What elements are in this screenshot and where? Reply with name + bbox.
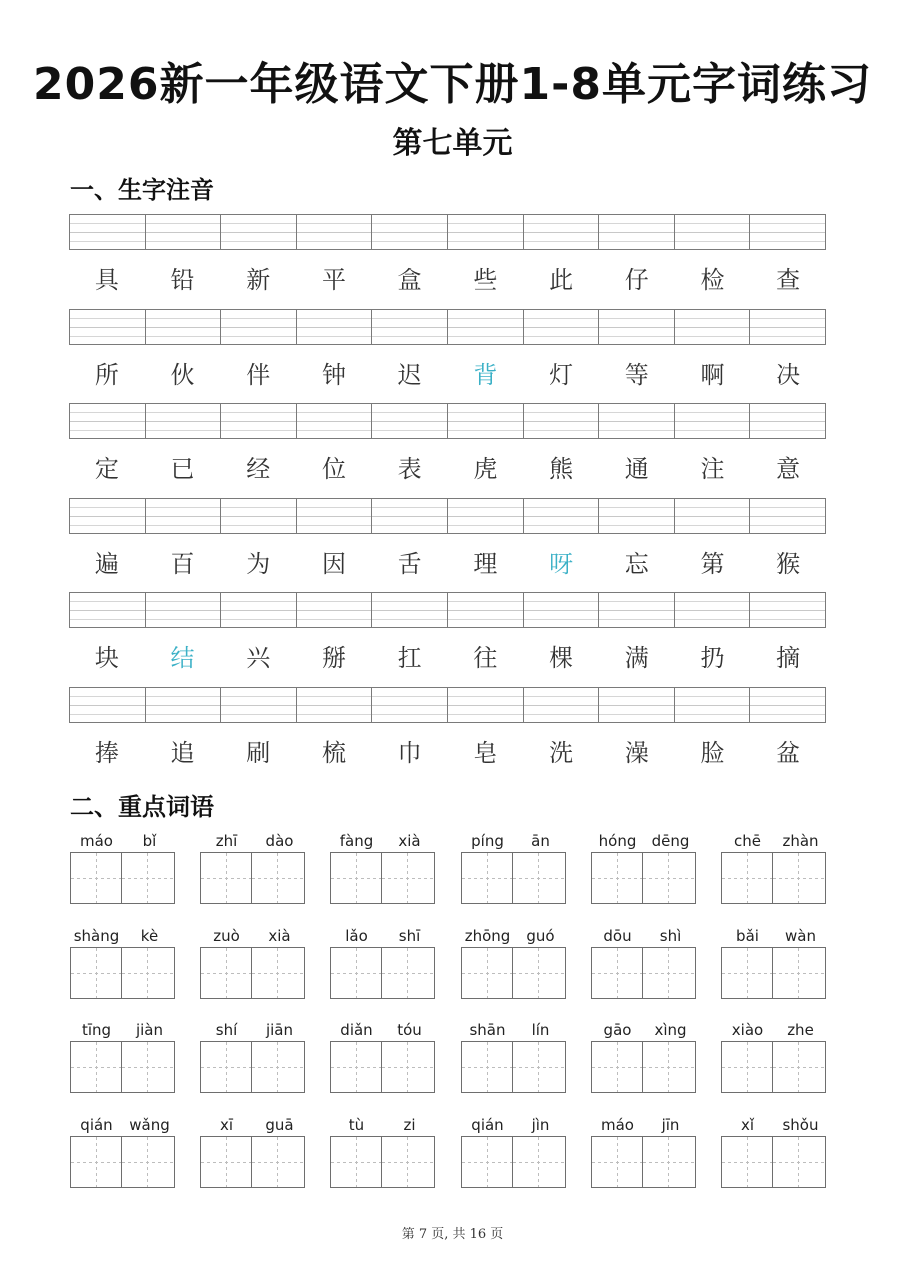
character: 扛: [397, 644, 422, 672]
pinyin-writing-cell[interactable]: [372, 593, 448, 627]
tianzige-writing-box[interactable]: [773, 1136, 826, 1188]
pinyin-syllable: tīng: [81, 1021, 112, 1039]
pinyin-syllable: jīn: [661, 1116, 680, 1134]
tianzige-writing-box[interactable]: [122, 1041, 175, 1093]
character: 结: [170, 644, 195, 672]
character: 脸: [700, 739, 725, 767]
character: 盆: [776, 739, 801, 767]
page-title: 2026新一年级语文下册1-8单元字词练习: [33, 59, 872, 110]
tianzige-writing-box[interactable]: [330, 1136, 382, 1188]
pinyin-writing-cell[interactable]: [221, 593, 297, 627]
character: 扔: [700, 644, 725, 672]
pinyin-syllable: guó: [526, 927, 555, 945]
character: 满: [624, 644, 649, 672]
character: 盒: [397, 266, 422, 294]
character: 灯: [549, 361, 574, 389]
character: 摘: [776, 644, 801, 672]
word-item: [721, 925, 827, 1025]
section-heading-words: 二、重点词语: [70, 793, 214, 821]
character: 刷: [246, 739, 271, 767]
pinyin-syllable: shān: [469, 1021, 506, 1039]
pinyin-writing-cell[interactable]: [221, 499, 297, 533]
tianzige-writing-box[interactable]: [252, 852, 305, 904]
pinyin-syllable: lǎo: [345, 927, 368, 945]
pinyin-writing-cell[interactable]: [221, 688, 297, 722]
word-pinyin: [200, 1114, 306, 1136]
character: 往: [473, 644, 498, 672]
pinyin-writing-cell[interactable]: [70, 499, 146, 533]
pinyin-writing-cell[interactable]: [70, 404, 146, 438]
word-pinyin: [330, 830, 436, 852]
tianzige-writing-box[interactable]: [200, 947, 252, 999]
tianzige-writing-box[interactable]: [721, 947, 773, 999]
pinyin-writing-cell[interactable]: [524, 688, 600, 722]
word-pinyin: [330, 925, 436, 947]
word-item: [200, 1114, 306, 1214]
pinyin-writing-cell[interactable]: [675, 310, 751, 344]
word-item: [461, 830, 567, 930]
character: 所: [94, 361, 119, 389]
word-pinyin: [200, 925, 306, 947]
word-item: [461, 925, 567, 1025]
pinyin-syllable: máo: [80, 832, 113, 850]
word-item: [200, 830, 306, 930]
tianzige-writing-box[interactable]: [643, 1041, 696, 1093]
character: 等: [624, 361, 649, 389]
tianzige-writing-box[interactable]: [382, 852, 435, 904]
pinyin-writing-row: [69, 498, 826, 534]
tianzige-writing-box[interactable]: [330, 1041, 382, 1093]
pinyin-syllable: dào: [265, 832, 294, 850]
word-pinyin: [721, 1019, 827, 1041]
character: 掰: [321, 644, 346, 672]
tianzige-writing-box[interactable]: [721, 1136, 773, 1188]
word-pinyin: [70, 1114, 176, 1136]
pinyin-syllable: jiàn: [135, 1021, 164, 1039]
pinyin-syllable: qián: [471, 1116, 504, 1134]
word-pinyin: [461, 925, 567, 947]
word-pinyin: [591, 1114, 697, 1136]
character: 定: [94, 455, 119, 483]
word-pinyin: [70, 1019, 176, 1041]
pinyin-syllable: zhī: [215, 832, 238, 850]
tianzige-writing-box[interactable]: [721, 1041, 773, 1093]
page-footer: 第 7 页, 共 16 页: [401, 1227, 504, 1242]
tianzige-writing-box[interactable]: [382, 1041, 435, 1093]
pinyin-syllable: dōu: [603, 927, 632, 945]
character: 兴: [246, 644, 271, 672]
pinyin-writing-cell[interactable]: [146, 499, 222, 533]
pinyin-syllable: shí: [215, 1021, 238, 1039]
word-pinyin: [200, 830, 306, 852]
character: 此: [549, 266, 574, 294]
tianzige-writing-box[interactable]: [591, 1136, 643, 1188]
pinyin-syllable: dēng: [651, 832, 690, 850]
pinyin-writing-cell[interactable]: [750, 499, 825, 533]
pinyin-syllable: xìng: [654, 1021, 687, 1039]
word-item: [591, 1114, 697, 1214]
character: 铅: [170, 266, 195, 294]
pinyin-writing-cell[interactable]: [448, 404, 524, 438]
pinyin-writing-cell[interactable]: [146, 310, 222, 344]
character: 钟: [321, 361, 346, 389]
character: 平: [321, 266, 346, 294]
character: 猴: [776, 550, 801, 578]
word-pinyin: [591, 830, 697, 852]
word-pinyin: [721, 1114, 827, 1136]
character: 捧: [94, 739, 119, 767]
word-pinyin: [721, 830, 827, 852]
pinyin-writing-cell[interactable]: [146, 404, 222, 438]
character: 巾: [397, 739, 422, 767]
character: 忘: [624, 550, 649, 578]
word-pinyin: [330, 1019, 436, 1041]
pinyin-syllable: xià: [398, 832, 421, 850]
character: 经: [246, 455, 271, 483]
word-item: [591, 830, 697, 930]
pinyin-writing-cell[interactable]: [372, 688, 448, 722]
word-item: [721, 830, 827, 930]
character: 伴: [246, 361, 271, 389]
section-heading-characters: 一、生字注音: [70, 176, 214, 204]
tianzige-writing-box[interactable]: [200, 1041, 252, 1093]
word-pinyin: [461, 1019, 567, 1041]
character-row: [69, 733, 826, 773]
tianzige-writing-box[interactable]: [461, 1041, 513, 1093]
pinyin-syllable: jiān: [265, 1021, 294, 1039]
character: 迟: [397, 361, 422, 389]
character: 背: [473, 361, 498, 389]
pinyin-writing-cell[interactable]: [221, 404, 297, 438]
word-item: [70, 1019, 176, 1119]
word-item: [200, 1019, 306, 1119]
word-pinyin: [591, 1019, 697, 1041]
pinyin-writing-cell[interactable]: [750, 310, 825, 344]
tianzige-writing-box[interactable]: [591, 947, 643, 999]
character: 位: [321, 455, 346, 483]
character: 意: [776, 455, 801, 483]
pinyin-writing-cell[interactable]: [297, 593, 373, 627]
tianzige-writing-box[interactable]: [200, 1136, 252, 1188]
pinyin-syllable: jìn: [531, 1116, 550, 1134]
character-row: [69, 638, 826, 678]
pinyin-writing-cell[interactable]: [297, 499, 373, 533]
word-pinyin: [721, 925, 827, 947]
tianzige-writing-box[interactable]: [382, 947, 435, 999]
pinyin-syllable: xià: [268, 927, 291, 945]
pinyin-syllable: xī: [219, 1116, 234, 1134]
character: 百: [170, 550, 195, 578]
character: 表: [397, 455, 422, 483]
pinyin-syllable: máo: [601, 1116, 634, 1134]
character: 因: [321, 550, 346, 578]
pinyin-syllable: qián: [80, 1116, 113, 1134]
character: 洗: [549, 739, 574, 767]
pinyin-writing-cell[interactable]: [524, 499, 600, 533]
pinyin-syllable: ān: [531, 832, 550, 850]
tianzige-writing-box[interactable]: [70, 852, 122, 904]
word-item: [200, 925, 306, 1025]
pinyin-syllable: xiào: [731, 1021, 764, 1039]
pinyin-syllable: bǎi: [736, 927, 759, 945]
pinyin-writing-cell[interactable]: [448, 215, 524, 249]
tianzige-writing-box[interactable]: [122, 947, 175, 999]
tianzige-writing-box[interactable]: [643, 852, 696, 904]
character: 具: [94, 266, 119, 294]
pinyin-writing-cell[interactable]: [146, 688, 222, 722]
tianzige-writing-box[interactable]: [773, 947, 826, 999]
pinyin-writing-cell[interactable]: [221, 215, 297, 249]
character: 梳: [321, 739, 346, 767]
pinyin-syllable: hóng: [598, 832, 637, 850]
pinyin-writing-cell[interactable]: [372, 404, 448, 438]
character: 理: [473, 550, 498, 578]
word-item: [70, 925, 176, 1025]
pinyin-syllable: kè: [140, 927, 159, 945]
word-pinyin: [330, 1114, 436, 1136]
pinyin-writing-cell[interactable]: [675, 215, 751, 249]
pinyin-writing-cell[interactable]: [750, 215, 825, 249]
word-item: [330, 1019, 436, 1119]
pinyin-writing-cell[interactable]: [750, 688, 825, 722]
pinyin-syllable: zhōng: [464, 927, 511, 945]
tianzige-writing-box[interactable]: [591, 852, 643, 904]
character: 熊: [549, 455, 574, 483]
character: 皂: [473, 739, 498, 767]
pinyin-writing-cell[interactable]: [750, 404, 825, 438]
character: 块: [94, 644, 119, 672]
tianzige-writing-box[interactable]: [461, 947, 513, 999]
pinyin-writing-cell[interactable]: [448, 499, 524, 533]
character: 啊: [700, 361, 725, 389]
tianzige-writing-box[interactable]: [382, 1136, 435, 1188]
word-item: [330, 830, 436, 930]
tianzige-writing-box[interactable]: [513, 947, 566, 999]
word-item: [721, 1114, 827, 1214]
character: 注: [700, 455, 725, 483]
tianzige-writing-box[interactable]: [330, 852, 382, 904]
pinyin-syllable: wǎng: [129, 1116, 170, 1134]
character: 通: [624, 455, 649, 483]
word-pinyin: [591, 925, 697, 947]
pinyin-writing-cell[interactable]: [297, 404, 373, 438]
pinyin-syllable: gāo: [603, 1021, 632, 1039]
character: 些: [473, 266, 498, 294]
pinyin-syllable: zhe: [787, 1021, 814, 1039]
character: 棵: [549, 644, 574, 672]
character-row: [69, 260, 826, 300]
pinyin-writing-cell[interactable]: [70, 688, 146, 722]
pinyin-writing-cell[interactable]: [448, 310, 524, 344]
tianzige-writing-box[interactable]: [252, 1041, 305, 1093]
character: 虎: [473, 455, 498, 483]
tianzige-writing-box[interactable]: [773, 852, 826, 904]
tianzige-writing-box[interactable]: [330, 947, 382, 999]
pinyin-writing-cell[interactable]: [372, 499, 448, 533]
pinyin-writing-cell[interactable]: [448, 688, 524, 722]
pinyin-writing-row: [69, 403, 826, 439]
pinyin-writing-row: [69, 687, 826, 723]
pinyin-writing-row: [69, 214, 826, 250]
pinyin-syllable: tù: [348, 1116, 365, 1134]
tianzige-writing-box[interactable]: [513, 1136, 566, 1188]
word-pinyin: [200, 1019, 306, 1041]
character: 新: [246, 266, 271, 294]
character: 为: [246, 550, 271, 578]
pinyin-syllable: guā: [265, 1116, 294, 1134]
pinyin-writing-cell[interactable]: [599, 310, 675, 344]
character: 查: [776, 266, 801, 294]
tianzige-writing-box[interactable]: [70, 1136, 122, 1188]
word-item: [330, 1114, 436, 1214]
pinyin-writing-cell[interactable]: [146, 593, 222, 627]
tianzige-writing-box[interactable]: [70, 1041, 122, 1093]
pinyin-writing-cell[interactable]: [599, 404, 675, 438]
word-pinyin: [461, 830, 567, 852]
word-item: [591, 925, 697, 1025]
character: 追: [170, 739, 195, 767]
pinyin-writing-cell[interactable]: [524, 593, 600, 627]
tianzige-writing-box[interactable]: [122, 852, 175, 904]
word-pinyin: [461, 1114, 567, 1136]
pinyin-writing-cell[interactable]: [599, 688, 675, 722]
pinyin-writing-cell[interactable]: [297, 688, 373, 722]
word-item: [70, 830, 176, 930]
character: 第: [700, 550, 725, 578]
word-item: [591, 1019, 697, 1119]
pinyin-writing-cell[interactable]: [599, 593, 675, 627]
word-item: [330, 925, 436, 1025]
character: 遍: [94, 550, 119, 578]
pinyin-writing-row: [69, 592, 826, 628]
tianzige-writing-box[interactable]: [513, 1041, 566, 1093]
pinyin-writing-cell[interactable]: [221, 310, 297, 344]
pinyin-syllable: diǎn: [340, 1021, 373, 1039]
character: 舌: [397, 550, 422, 578]
word-item: [721, 1019, 827, 1119]
character: 伙: [170, 361, 195, 389]
tianzige-writing-box[interactable]: [461, 1136, 513, 1188]
pinyin-writing-cell[interactable]: [599, 215, 675, 249]
pinyin-writing-cell[interactable]: [372, 215, 448, 249]
tianzige-writing-box[interactable]: [252, 947, 305, 999]
character-row: [69, 355, 826, 395]
pinyin-writing-cell[interactable]: [448, 593, 524, 627]
tianzige-writing-box[interactable]: [252, 1136, 305, 1188]
pinyin-writing-cell[interactable]: [675, 688, 751, 722]
pinyin-syllable: bǐ: [142, 832, 157, 850]
pinyin-writing-cell[interactable]: [599, 499, 675, 533]
pinyin-syllable: tóu: [397, 1021, 422, 1039]
character: 呀: [549, 550, 574, 578]
character: 已: [170, 455, 195, 483]
pinyin-syllable: chē: [734, 832, 761, 850]
pinyin-syllable: shì: [659, 927, 682, 945]
pinyin-writing-cell[interactable]: [70, 310, 146, 344]
pinyin-writing-cell[interactable]: [750, 593, 825, 627]
tianzige-writing-box[interactable]: [591, 1041, 643, 1093]
tianzige-writing-box[interactable]: [773, 1041, 826, 1093]
pinyin-syllable: zuò: [213, 927, 240, 945]
character: 决: [776, 361, 801, 389]
pinyin-syllable: zhàn: [782, 832, 819, 850]
tianzige-writing-box[interactable]: [721, 852, 773, 904]
pinyin-writing-cell[interactable]: [297, 215, 373, 249]
pinyin-writing-cell[interactable]: [524, 215, 600, 249]
tianzige-writing-box[interactable]: [461, 852, 513, 904]
tianzige-writing-box[interactable]: [122, 1136, 175, 1188]
pinyin-writing-cell[interactable]: [372, 310, 448, 344]
pinyin-syllable: wàn: [785, 927, 816, 945]
pinyin-writing-cell[interactable]: [675, 499, 751, 533]
pinyin-syllable: shǒu: [782, 1116, 819, 1134]
pinyin-writing-cell[interactable]: [675, 593, 751, 627]
word-item: [461, 1019, 567, 1119]
tianzige-writing-box[interactable]: [513, 852, 566, 904]
word-pinyin: [70, 925, 176, 947]
pinyin-syllable: píng: [471, 832, 504, 850]
pinyin-writing-cell[interactable]: [675, 404, 751, 438]
pinyin-syllable: zi: [403, 1116, 416, 1134]
character: 澡: [624, 739, 649, 767]
character-row: [69, 449, 826, 489]
pinyin-writing-cell[interactable]: [297, 310, 373, 344]
pinyin-writing-cell[interactable]: [524, 404, 600, 438]
word-item: [461, 1114, 567, 1214]
pinyin-writing-cell[interactable]: [524, 310, 600, 344]
pinyin-syllable: lín: [531, 1021, 550, 1039]
pinyin-syllable: fàng: [339, 832, 374, 850]
tianzige-writing-box[interactable]: [643, 947, 696, 999]
pinyin-writing-cell[interactable]: [146, 215, 222, 249]
word-item: [70, 1114, 176, 1214]
word-pinyin: [70, 830, 176, 852]
tianzige-writing-box[interactable]: [643, 1136, 696, 1188]
character-row: [69, 544, 826, 584]
character: 仔: [624, 266, 649, 294]
pinyin-syllable: shī: [398, 927, 421, 945]
pinyin-writing-row: [69, 309, 826, 345]
tianzige-writing-box[interactable]: [200, 852, 252, 904]
tianzige-writing-box[interactable]: [70, 947, 122, 999]
pinyin-syllable: shàng: [73, 927, 120, 945]
unit-subtitle: 第七单元: [392, 126, 513, 161]
pinyin-writing-cell[interactable]: [70, 593, 146, 627]
pinyin-writing-cell[interactable]: [70, 215, 146, 249]
character: 检: [700, 266, 725, 294]
pinyin-syllable: xǐ: [740, 1116, 755, 1134]
